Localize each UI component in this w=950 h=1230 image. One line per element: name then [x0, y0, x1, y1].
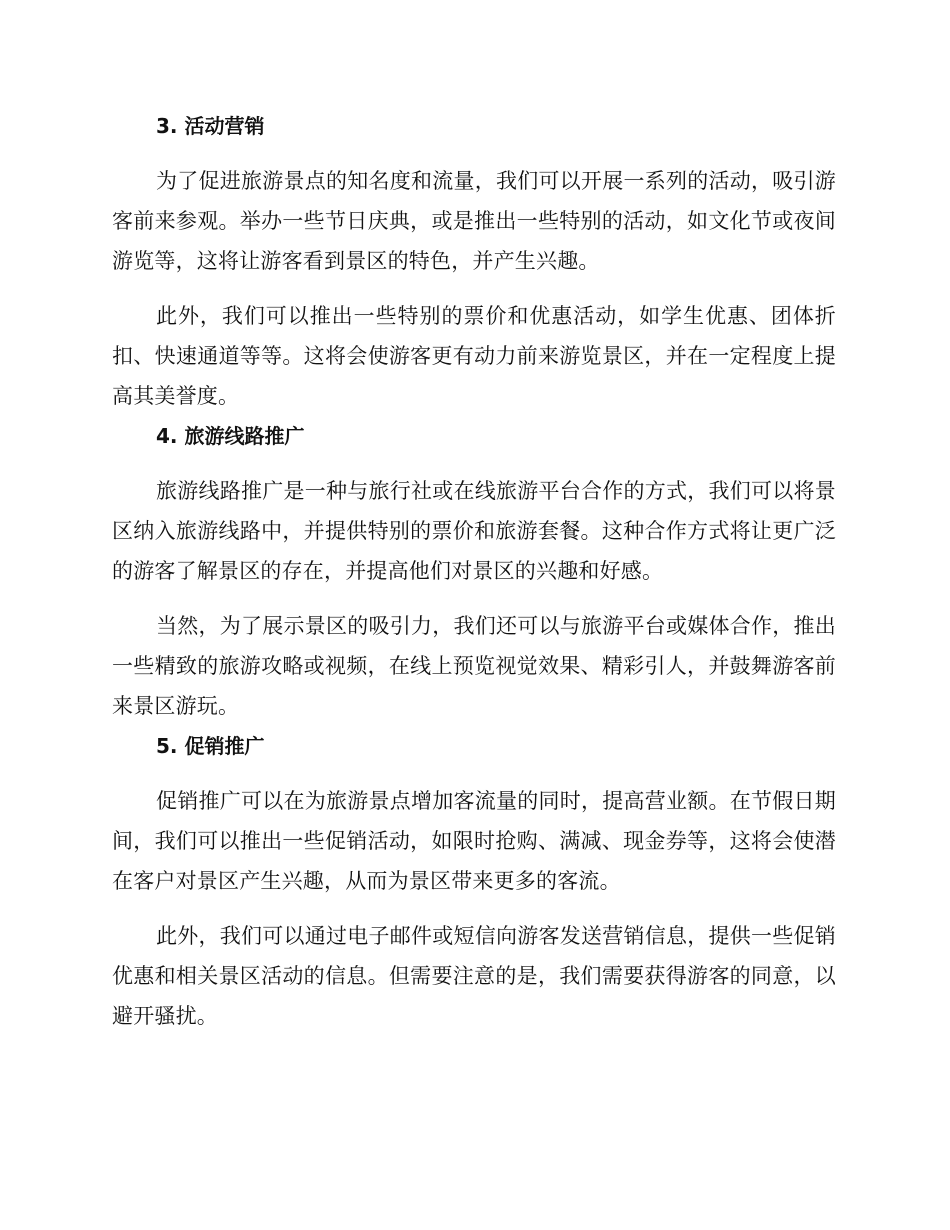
paragraph: 当然，为了展示景区的吸引力，我们还可以与旅游平台或媒体合作，推出一些精致的旅游攻略或视频，在线上预览视觉效果、精彩引人，并鼓舞游客前来景区游玩。	[112, 614, 836, 718]
paragraph: 此外，我们可以通过电子邮件或短信向游客发送营销信息，提供一些促销优惠和相关景区活动的信息。但需要注意的是，我们需要获得游客的同意，以避开骚扰。	[112, 924, 836, 1028]
paragraph: 促销推广可以在为旅游景点增加客流量的同时，提高营业额。在节假日期间，我们可以推出一些促销活动，如限时抢购、满减、现金券等，这将会使潜在客户对景区产生兴趣，从而为景区带来更多的客流。	[112, 789, 836, 893]
section-heading: 5. 促销推广	[156, 734, 265, 758]
section-sales-promotion	[112, 726, 836, 1036]
section-heading: 4. 旅游线路推广	[156, 424, 305, 448]
section-activity-marketing	[112, 106, 836, 416]
paragraph: 旅游线路推广是一种与旅行社或在线旅游平台合作的方式，我们可以将景区纳入旅游线路中，并提供特别的票价和旅游套餐。这种合作方式将让更广泛的游客了解景区的存在，并提高他们对景区的兴趣和好感。	[112, 479, 836, 583]
document-body	[112, 106, 836, 1036]
paragraph: 此外，我们可以推出一些特别的票价和优惠活动，如学生优惠、团体折扣、快速通道等等。这将会使游客更有动力前来游览景区，并在一定程度上提高其美誉度。	[112, 304, 836, 408]
section-route-promotion	[112, 416, 836, 726]
section-heading: 3. 活动营销	[156, 114, 265, 138]
paragraph: 为了促进旅游景点的知名度和流量，我们可以开展一系列的活动，吸引游客前来参观。举办一些节日庆典，或是推出一些特别的活动，如文化节或夜间游览等，这将让游客看到景区的特色，并产生兴趣。	[112, 169, 836, 273]
